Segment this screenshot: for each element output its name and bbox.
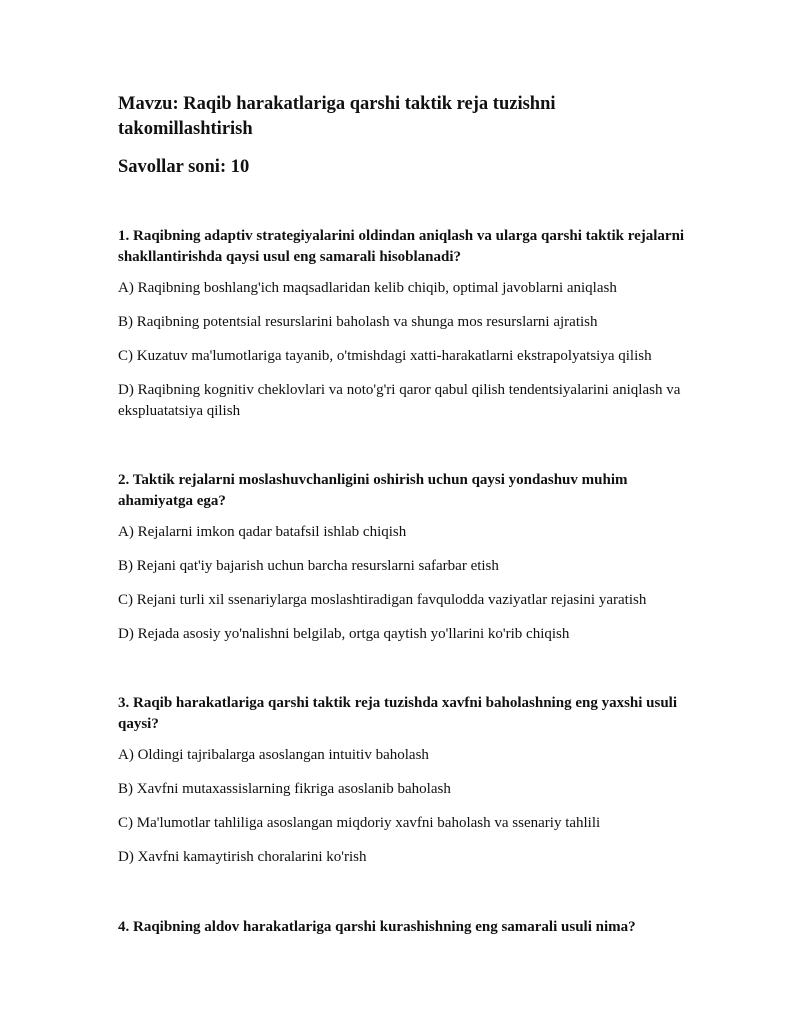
question-text: 3. Raqib harakatlariga qarshi taktik reja tuzishda xavfni baholashning eng yaxshi usuli qaysi? — [118, 695, 678, 732]
answer-option-d: D) Raqibning kognitiv cheklovlari va noto'g'ri qaror qabul qilish tendentsiyalarini aniqlash va ekspluatatsiya qilish — [118, 382, 681, 419]
question-4 — [118, 917, 688, 948]
answer-option-c: C) Rejani turli xil ssenariylarga moslashtiradigan favqulodda vaziyatlar rejasini yaratish — [118, 592, 647, 608]
question-text: 1. Raqibning adaptiv strategiyalarini oldindan aniqlash va ularga qarshi taktik rejalarni shakllantirishda qaysi usul eng samarali hisoblanadi? — [118, 228, 685, 265]
question-1 — [118, 226, 688, 435]
answer-option-b: B) Rejani qat'iy bajarish uchun barcha resurslarni safarbar etish — [118, 558, 499, 574]
question-text: 2. Taktik rejalarni moslashuvchanligini oshirish uchun qaysi yondashuv muhim ahamiyatga ega? — [118, 472, 628, 509]
answer-option-a: A) Oldingi tajribalarga asoslangan intuitiv baholash — [118, 747, 429, 763]
question-3 — [118, 693, 688, 881]
answer-option-c: C) Ma'lumotlar tahliliga asoslangan miqdoriy xavfni baholash va ssenariy tahlili — [118, 815, 601, 831]
question-count: Savollar soni: 10 — [118, 157, 250, 177]
answer-option-a: A) Raqibning boshlang'ich maqsadlaridan kelib chiqib, optimal javoblarni aniqlash — [118, 280, 617, 296]
answer-option-a: A) Rejalarni imkon qadar batafsil ishlab chiqish — [118, 524, 407, 540]
answer-option-b: B) Raqibning potentsial resurslarini baholash va shunga mos resurslarni ajratish — [118, 314, 598, 330]
question-text: 4. Raqibning aldov harakatlariga qarshi kurashishning eng samarali usuli nima? — [118, 919, 636, 935]
document-title: Mavzu: Raqib harakatlariga qarshi taktik reja tuzishni takomillashtirish — [118, 94, 556, 139]
answer-option-d: D) Rejada asosiy yo'nalishni belgilab, ortga qaytish yo'llarini ko'rib chiqish — [118, 626, 570, 642]
answer-option-d: D) Xavfni kamaytirish choralarini ko'rish — [118, 849, 367, 865]
answer-option-c: C) Kuzatuv ma'lumotlariga tayanib, o'tmishdagi xatti-harakatlarni ekstrapolyatsiya qilish — [118, 348, 652, 364]
answer-option-b: B) Xavfni mutaxassislarning fikriga asoslanib baholash — [118, 781, 451, 797]
question-2 — [118, 470, 688, 658]
